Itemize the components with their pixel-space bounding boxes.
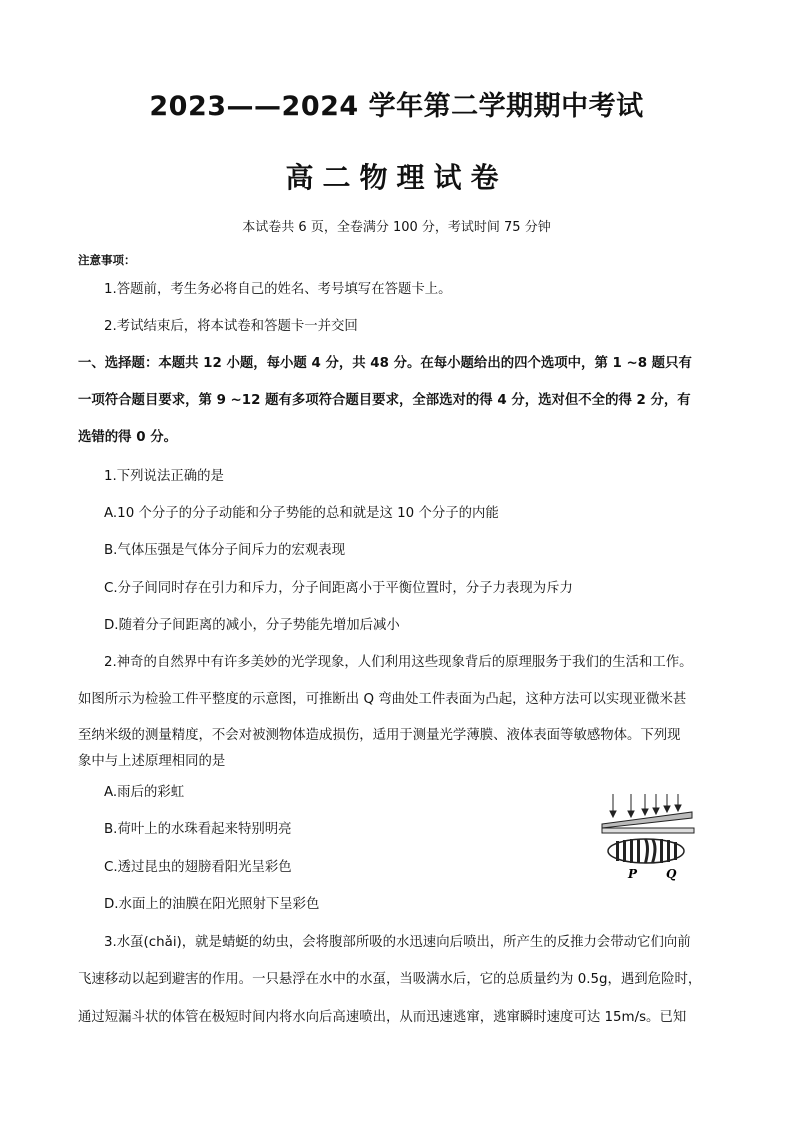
q1-option-d: D.随着分子间距离的减小，分子势能先增加后减小: [104, 618, 400, 633]
exam-title: 2023——2024 学年第二学期期中考试: [149, 91, 644, 122]
arrow-head: [628, 811, 634, 817]
arrow-head: [653, 808, 659, 814]
q3-stem-line-3: 通过短漏斗状的体管在极短时间内将水向后高速喷出，从而迅速逃窜，逃窜瞬时速度可达 15m/s。已知: [78, 1010, 687, 1025]
q1-option-c: C.分子间同时存在引力和斥力，分子间距离小于平衡位置时，分子力表现为斥力: [104, 581, 573, 596]
q2-figure: [600, 792, 700, 882]
q2-stem-line-4: 象中与上述原理相同的是: [78, 754, 226, 769]
q2-stem-line-1: 2.神奇的自然界中有许多美妙的光学现象，人们利用这些现象背后的原理服务于我们的生活和工作。: [104, 655, 693, 670]
q2-option-b: B.荷叶上的水珠看起来特别明亮: [104, 822, 292, 837]
notes-item-1: 1.答题前，考生务必将自己的姓名、考号填写在答题卡上。: [104, 282, 452, 297]
q1-stem: 1.下列说法正确的是: [104, 469, 224, 484]
arrow-head: [642, 809, 648, 815]
arrow-head: [664, 806, 670, 812]
arrow-head: [675, 805, 681, 811]
q3-stem-line-1: 3.水虿(chǎi)，就是蜻蜓的幼虫，会将腹部所吸的水迅速向后喷出，所产生的反推力会带动它们向前: [104, 935, 691, 950]
section1-line-2: 一项符合题目要求，第 9 ~12 题有多项符合题目要求，全部选对的得 4 分，选对但不全的得 2 分，有: [78, 393, 691, 408]
label-p: P: [628, 867, 638, 881]
thin-film-diagram: [600, 792, 700, 882]
section1-line-1: 一、选择题：本题共 12 小题，每小题 4 分，共 48 分。在每小题给出的四个选项中，第 1 ~8 题只有: [78, 356, 692, 371]
notes-item-2: 2.考试结束后，将本试卷和答题卡一并交回: [104, 319, 358, 334]
q2-option-c: C.透过昆虫的翅膀看阳光呈彩色: [104, 860, 292, 875]
q2-stem-line-3: 至纳米级的测量精度，不会对被测物体造成损伤，适用于测量光学薄膜、液体表面等敏感物体。下列现: [78, 728, 681, 743]
label-q: Q: [666, 867, 677, 881]
q1-option-b: B.气体压强是气体分子间斥力的宏观表现: [104, 543, 346, 558]
work-piece: [602, 828, 694, 833]
q3-stem-line-2: 飞速移动以起到避害的作用。一只悬浮在水中的水虿，当吸满水后，它的总质量约为 0.5g，遇到危险时，: [78, 972, 702, 987]
q1-option-a: A.10 个分子的分子动能和分子势能的总和就是这 10 个分子的内能: [104, 506, 499, 521]
exam-info: 本试卷共 6 页，全卷满分 100 分，考试时间 75 分钟: [242, 220, 551, 235]
glass-plate: [602, 812, 692, 828]
q2-option-a: A.雨后的彩虹: [104, 785, 185, 800]
notes-heading: 注意事项：: [78, 253, 136, 267]
exam-subtitle: 高二物理试卷: [285, 161, 508, 194]
q2-stem-line-2: 如图所示为检验工件平整度的示意图，可推断出 Q 弯曲处工件表面为凸起，这种方法可以实现亚微米甚: [78, 692, 687, 707]
arrow-head: [610, 811, 616, 817]
section1-line-3: 选错的得 0 分。: [78, 430, 177, 445]
q2-option-d: D.水面上的油膜在阳光照射下呈彩色: [104, 897, 320, 912]
